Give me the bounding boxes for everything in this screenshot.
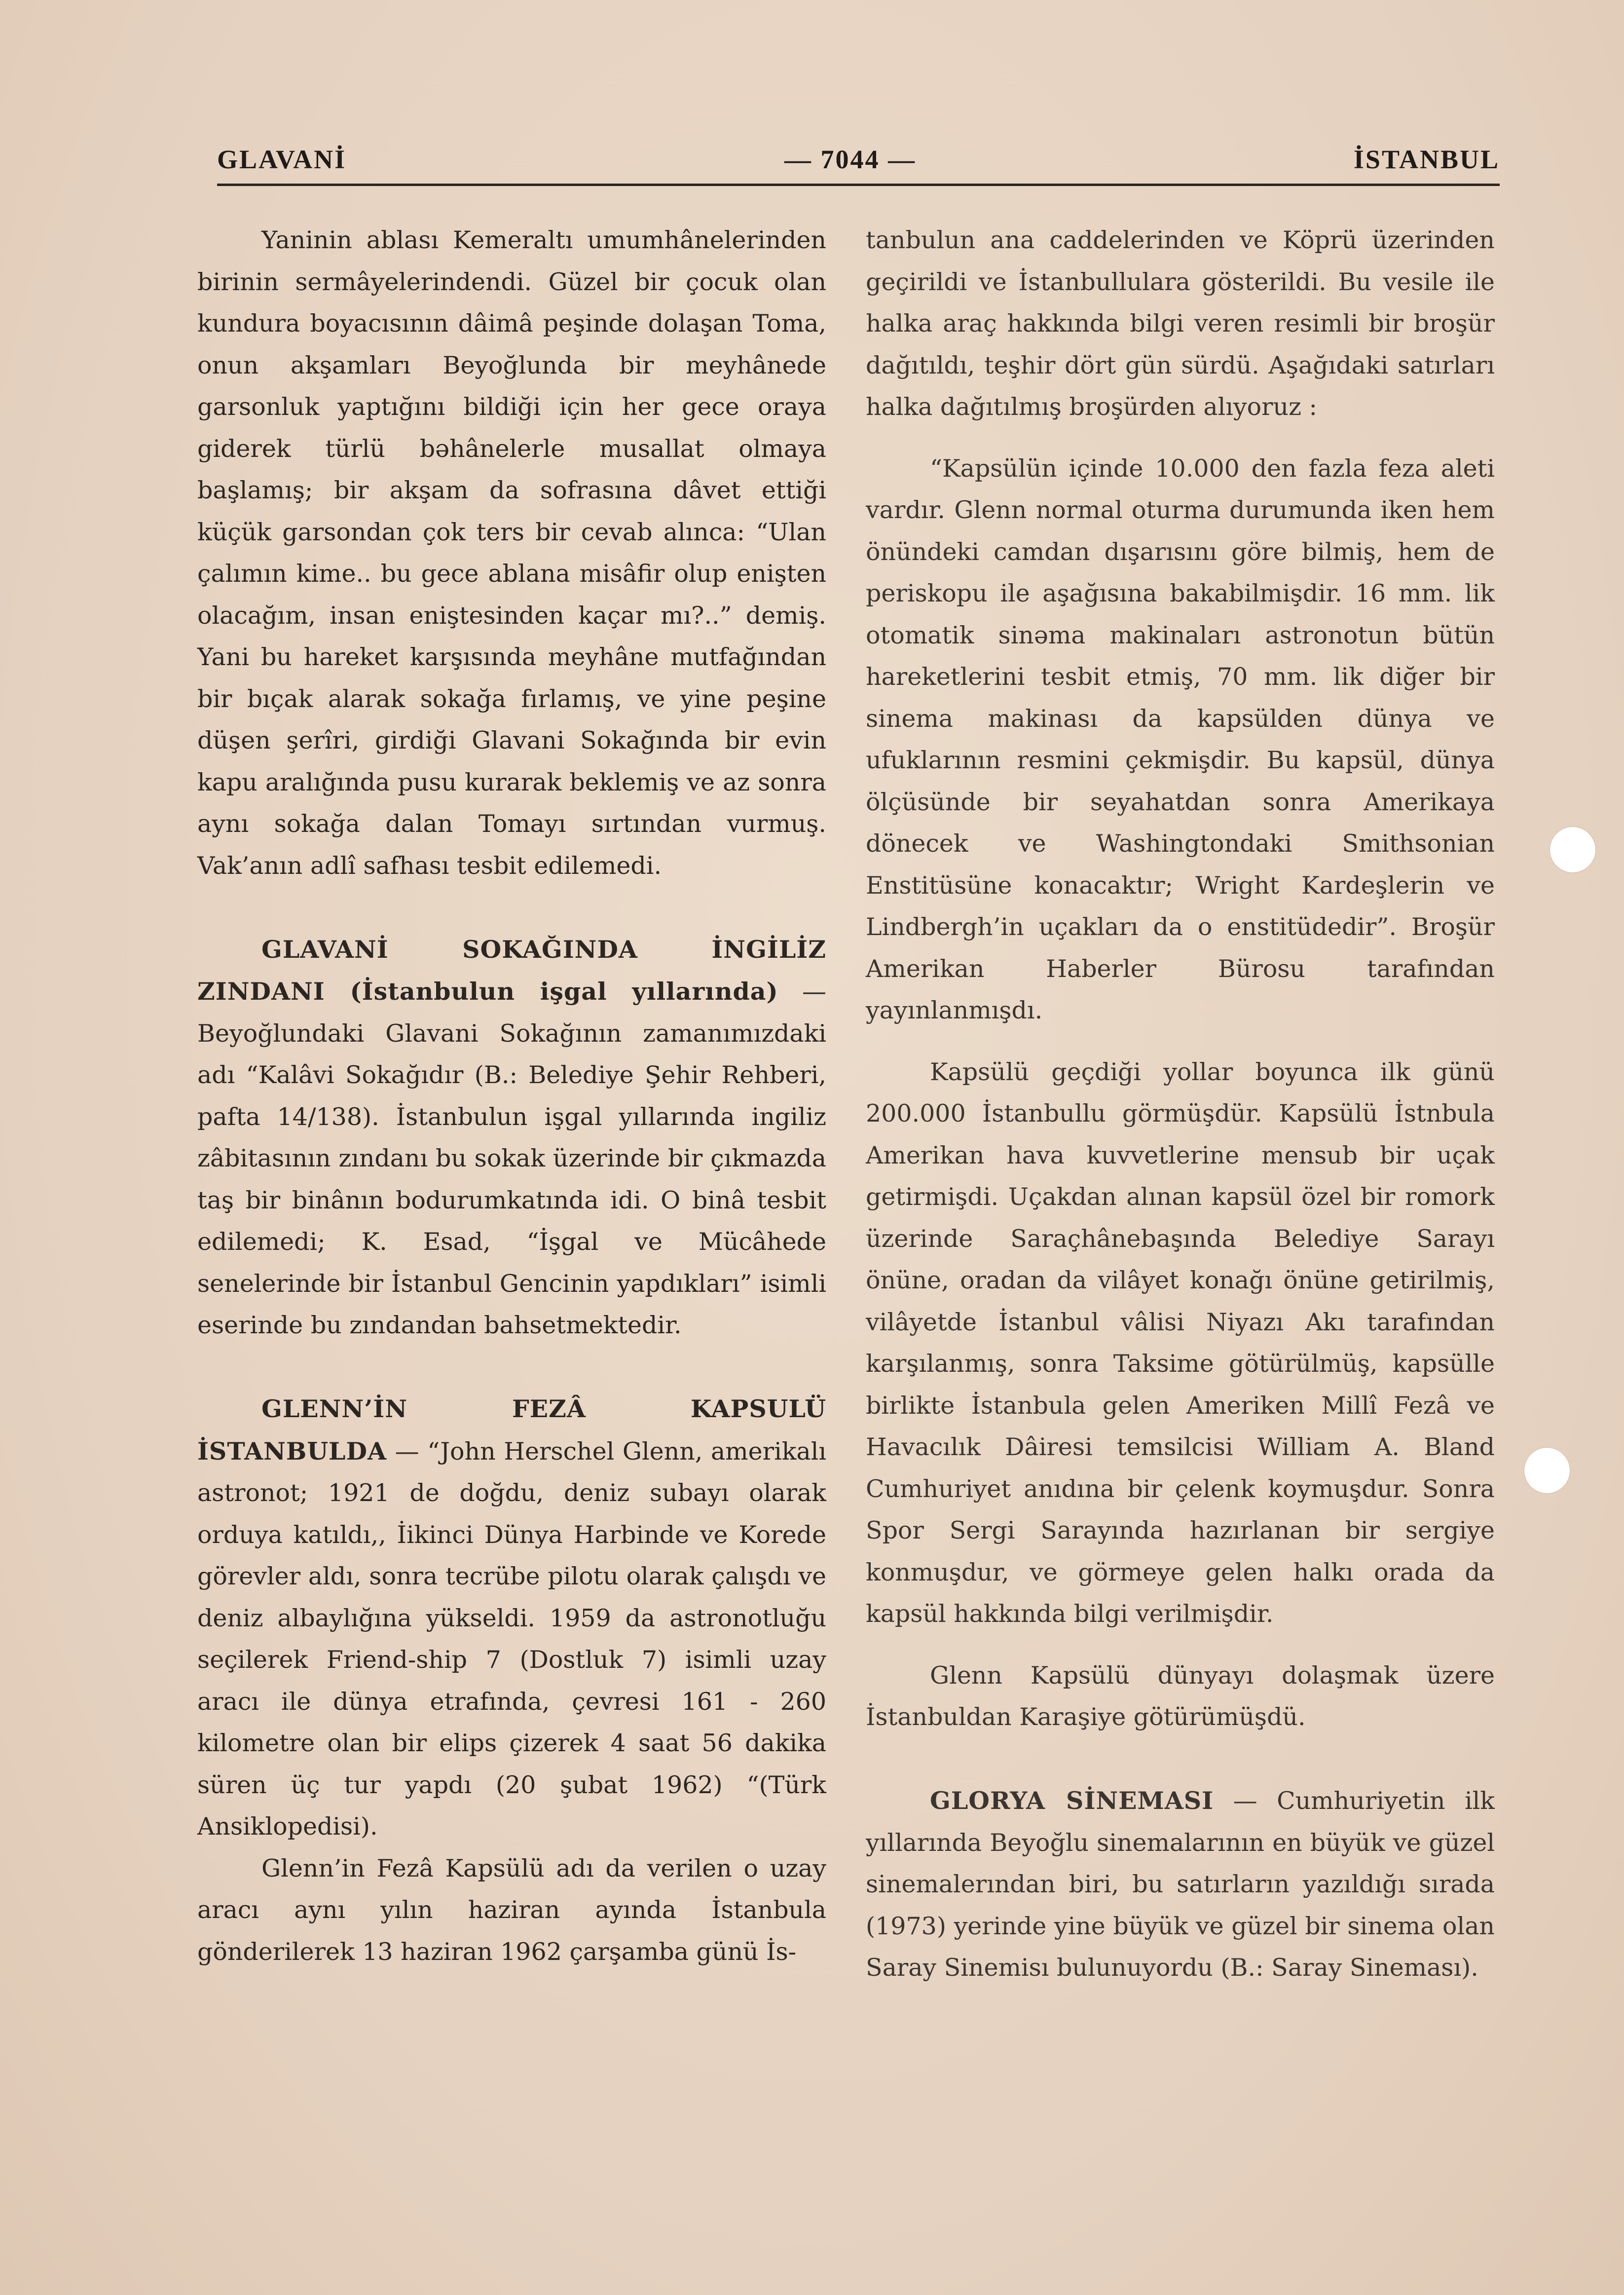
right-column [866, 220, 1495, 1989]
entry-glavani-zindani [197, 929, 826, 1347]
paragraph: Glenn’in Fezâ Kapsülü adı da verilen o uzay aracı aynı yılın haziran ayında İstanbula gönderilerek 13 haziran 1962 çarşamba günü İs- [197, 1854, 826, 1966]
page-number: — 7044 — [784, 145, 916, 174]
quote-paragraph: “Kapsülün içinde 10.000 den fazla feza aleti vardır. Glenn normal oturma durumunda iken hem önündeki camdan dışarısını göre bilmiş, hem de periskopu ile aşağısına bakabilmişdir. 16 mm. lik otomatik sinəma makinaları astronotun bütün hareketlerini tesbit etmiş, 70 mm. lik diğer bir sinema makinası da kapsülden dünya ve ufuklarının resmini çekmişdir. Bu kapsül, dünya ölçüsünde bir seyahatdan sonra Amerikaya dönecek ve Washingtondaki Smithsonian Enstitüsüne konacaktır; Wright Kardeşlerin ve Lindbergh’in uçakları da o enstitüdedir”. Broşür Amerikan Haberler Bürosu tarafından yayınlanmışdı. [866, 454, 1495, 1024]
paragraph: Kapsülü geçdiği yollar boyunca ilk günü 200.000 İstanbullu görmüşdür. Kapsülü İstnbula Amerikan hava kuvvetlerine mensub bir uçak getirmişdi. Uçakdan alınan kapsül özel bir romork üzerinde Saraçhânebaşında Belediye Sarayı önüne, oradan da vilâyet konağı önüne getirilmiş, vilâyetde İstanbul vâlisi Niyazı Akı tarafından karşılanmış, sonra Taksime götürülmüş, kapsülle birlikte İstanbula gelen Ameriken Millî Fezâ ve Havacılık Dâiresi temsilcisi William A. Bland Cumhuriyet anıdına bir çelenk koymuşdur. Sonra Spor Sergi Sarayında hazırlanan bir sergiye konmuşdur, ve görmeye gelen halkı orada da kapsül hakkında bilgi verilmişdir. [866, 1057, 1495, 1628]
entry-text: — Beyoğlundaki Glavani Sokağının zamanımızdaki adı “Kalâvi Sokağıdır (B.: Belediye Şehir Rehberi, pafta 14/138). İstanbulun işgal yıllarında ingiliz zâbitasının zındanı bu sokak üzerinde bir çıkmazda taş bir binânın bodurumkatında idi. O binâ tesbit edilemedi; K. Esad, “İşgal ve Mücâhede senelerinde bir İstanbul Gencinin yapdıkları” isimli eserinde bu zındandan bahsetmektedir. [197, 978, 826, 1339]
running-header [217, 139, 1500, 186]
entry-heading: GLAVANİ SOKAĞINDA İNGİLİZ ZINDANI (İstanbulun işgal yıllarında) [197, 935, 826, 1006]
entry-glenn-kapsulu [197, 1388, 826, 1848]
entry-glorya-sinemasi [866, 1780, 1495, 1989]
header-left-title: GLAVANİ [217, 145, 347, 174]
paragraph: Yaninin ablası Kemeraltı umumhânelerinden birinin sermâyelerindendi. Güzel bir çocuk olan kundura boyacısının dâimâ peşinde dolaşan Toma, onun akşamları Beyoğlunda bir meyhânede garsonluk yaptığını bildiği için her gece oraya giderek türlü bəhânelerle musallat olmaya başlamış; bir akşam da sofrasına dâvet ettiği küçük garsondan çok ters bir cevab alınca: “Ulan çalımın kime.. bu gece ablana misâfir olup enişten olacağım, insan eniştesinden kaçar mı?..” demiş. Yani bu hareket karşısında meyhâne mutfağından bir bıçak alarak sokağa fırlamış, ve yine peşine düşen şerîri, girdiği Glavani Sokağında bir evin kapu aralığında pusu kurarak beklemiş ve az sonra aynı sokağa dalan Tomayı sırtından vurmuş. Vak’anın adlî safhası tesbit edilemedi. [197, 226, 826, 880]
punch-hole [1524, 1448, 1570, 1493]
paragraph: tanbulun ana caddelerinden ve Köprü üzerinden geçirildi ve İstanbullulara gösterildi. Bu vesile ile halka araç hakkında bilgi veren resimli bir broşür dağıtıldı, teşhir dört gün sürdü. Aşağıdaki satırları halka dağıtılmış broşürden alıyoruz : [866, 226, 1495, 421]
left-column [197, 220, 826, 1973]
entry-text: — “John Herschel Glenn, amerikalı astronot; 1921 de doğdu, deniz subayı olarak orduya katıldı,, İikinci Dünya Harbinde ve Korede görevler aldı, sonra tecrübe pilotu olarak çalışdı ve deniz albaylığına yükseldi. 1959 da astronotluğu seçilerek Friend-ship 7 (Dostluk 7) isimli uzay aracı ile dünya etrafında, çevresi 161 - 260 kilometre olan bir elips çizerek 4 saat 56 dakika süren üç tur yapdı (20 şubat 1962) “(Türk Ansiklopedisi). [197, 1437, 826, 1841]
entry-heading: GLENN’İN FEZÂ KAPSULÜ İSTANBULDA [197, 1394, 826, 1466]
header-right-title: İSTANBUL [1353, 145, 1500, 174]
paragraph: Glenn Kapsülü dünyayı dolaşmak üzere İstanbuldan Karaşiye götürümüşdü. [866, 1661, 1495, 1731]
punch-hole [1550, 827, 1595, 872]
entry-text: — Cumhuriyetin ilk yıllarında Beyoğlu sinemalarının en büyük ve güzel sinemalerından biri, bu satırların yazıldığı sırada (1973) yerinde yine büyük ve güzel bir sinema olan Saray Sinemisı bulunuyordu (B.: Saray Sineması). [866, 1787, 1495, 1982]
entry-heading: GLORYA SİNEMASI [930, 1786, 1214, 1815]
